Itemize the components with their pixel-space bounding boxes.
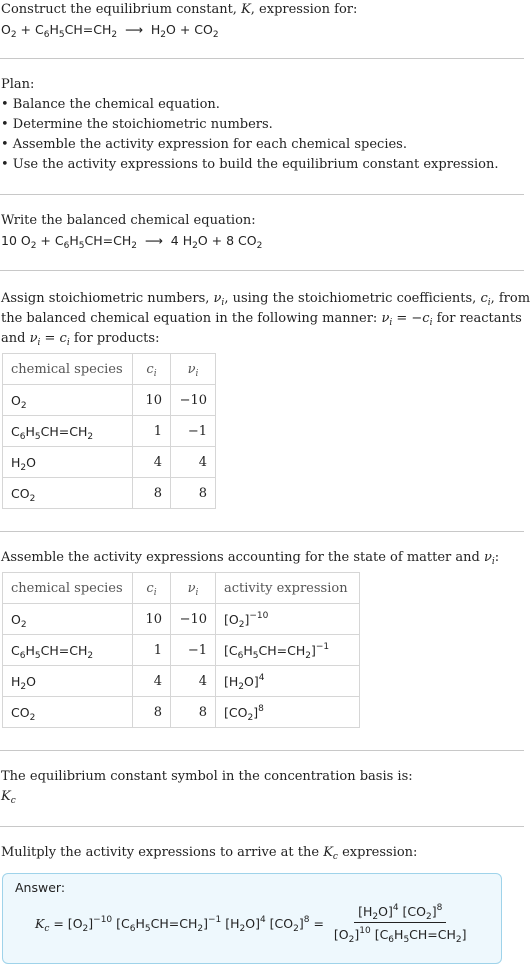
species-cell: $C_6H_5CH=CH_2$ [3, 416, 133, 447]
plan-step: • Determine the stoichiometric numbers. [1, 117, 273, 132]
stoich-text: Assign stoichiometric numbers, $\nu_i$, using the stoichiometric coefficients, $c_i$, from [1, 291, 530, 308]
fraction-denominator: $[O_2]^{10}$ $[C_6H_5CH=CH_2]$ [333, 926, 467, 945]
table-header-row [3, 573, 360, 604]
multiply-text: Mulitply the activity expressions to arrive at the $K_c$ expression: [1, 845, 418, 862]
species-cell: $O_2$ [3, 385, 133, 416]
coefficient-cell: 8 [133, 478, 171, 509]
column-header: chemical species [3, 354, 133, 385]
species-cell: $C_6H_5CH=CH_2$ [3, 635, 133, 666]
plan-step: • Assemble the activity expression for each chemical species. [1, 137, 407, 152]
table-row [3, 666, 360, 697]
activity-expression-cell: $[H_2O]^4$ [216, 666, 360, 697]
stoich-number-cell: −10 [171, 604, 216, 635]
column-header: $c_i$ [133, 573, 171, 604]
answer-label: Answer: [15, 880, 66, 895]
stoich-table [2, 353, 216, 509]
coefficient-cell: 4 [133, 666, 171, 697]
species-cell: $H_2O$ [3, 666, 133, 697]
table-row [3, 385, 216, 416]
balanced-section [0, 195, 524, 251]
coefficient-cell: 4 [133, 447, 171, 478]
symbol-section [0, 751, 524, 807]
answer-expression [35, 903, 471, 945]
coefficient-cell: 1 [133, 416, 171, 447]
activity-expression-cell: $[CO_2]^8$ [216, 697, 360, 728]
activity-table [2, 572, 360, 728]
table-row [3, 447, 216, 478]
column-header: $c_i$ [133, 354, 171, 385]
intro-section [0, 0, 524, 40]
stoich-section [0, 271, 530, 509]
balanced-heading: Write the balanced chemical equation: [1, 213, 256, 228]
coefficient-cell: 1 [133, 635, 171, 666]
species-cell: $CO_2$ [3, 478, 133, 509]
balanced-equation: 10 $O_2 + C_6H_5CH=CH_2$ ⟶ 4 $H_2O + 8$ $CO_2$ [1, 233, 263, 251]
stoich-number-cell: −10 [171, 385, 216, 416]
species-cell: $O_2$ [3, 604, 133, 635]
activity-section [0, 532, 524, 728]
table-row [3, 635, 360, 666]
kc-fraction [330, 903, 471, 945]
stoich-number-cell: 8 [171, 478, 216, 509]
plan-step: • Balance the chemical equation. [1, 97, 220, 112]
stoich-number-cell: −1 [171, 635, 216, 666]
activity-text: Assemble the activity expressions accounting for the state of matter and $\nu_i$: [1, 550, 500, 567]
coefficient-cell: 10 [133, 604, 171, 635]
column-header: $\nu_i$ [171, 354, 216, 385]
stoich-text: the balanced chemical equation in the following manner: $\nu_i = -c_i$ for reactants [1, 311, 522, 328]
column-header: activity expression [216, 573, 360, 604]
activity-expression-cell: $[C_6H_5CH=CH_2]^{-1}$ [216, 635, 360, 666]
kc-lhs: $K_c = [O_2]^{-10}$ $[C_6H_5CH=CH_2]^{-1}$ $[H_2O]^4$ $[CO_2]^8$ = [35, 914, 324, 934]
species-cell: $H_2O$ [3, 447, 133, 478]
column-header: $\nu_i$ [171, 573, 216, 604]
stoich-number-cell: −1 [171, 416, 216, 447]
stoich-number-cell: 4 [171, 666, 216, 697]
species-cell: $CO_2$ [3, 697, 133, 728]
plan-heading: Plan: [1, 77, 35, 92]
fraction-numerator: $[H_2O]^4$ $[CO_2]^8$ [354, 904, 446, 923]
kc-symbol: $K_c$ [1, 789, 16, 806]
table-row [3, 416, 216, 447]
table-row [3, 697, 360, 728]
coefficient-cell: 8 [133, 697, 171, 728]
symbol-text: The equilibrium constant symbol in the concentration basis is: [1, 769, 413, 784]
plan-section [0, 59, 524, 175]
coefficient-cell: 10 [133, 385, 171, 416]
column-header: chemical species [3, 573, 133, 604]
stoich-number-cell: 8 [171, 697, 216, 728]
answer-box [2, 873, 502, 964]
stoich-number-cell: 4 [171, 447, 216, 478]
table-header-row [3, 354, 216, 385]
stoich-text: and $\nu_i = c_i$ for products: [1, 331, 160, 348]
activity-expression-cell: $[O_2]^{-10}$ [216, 604, 360, 635]
multiply-section [0, 827, 524, 964]
table-row [3, 604, 360, 635]
plan-step: • Use the activity expressions to build the equilibrium constant expression. [1, 157, 499, 172]
intro-reaction: $O_2 + C_6H_5CH=CH_2$ ⟶ $H_2O + CO_2$ [1, 22, 219, 40]
table-row [3, 478, 216, 509]
intro-title: Construct the equilibrium constant, K, expression for: [1, 2, 358, 17]
